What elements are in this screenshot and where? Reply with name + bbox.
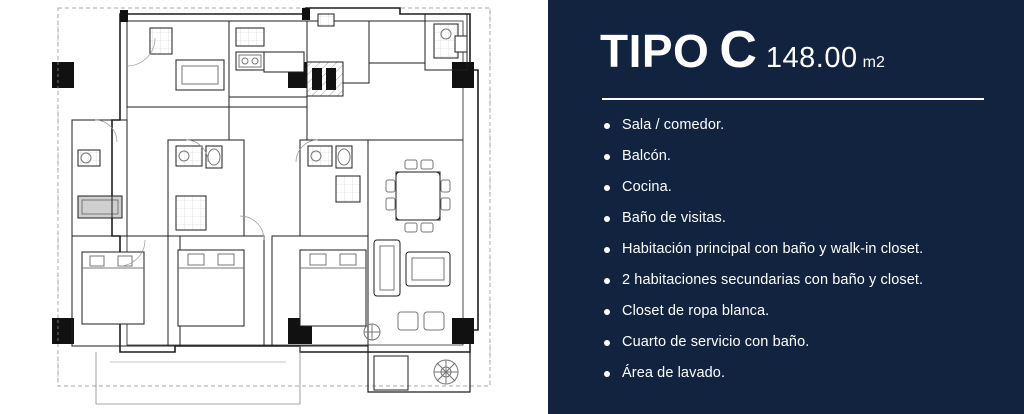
list-item: 2 habitaciones secundarias con baño y closet. bbox=[600, 273, 996, 289]
list-item: Closet de ropa blanca. bbox=[600, 304, 996, 320]
unit-area-value: 148.00 bbox=[765, 42, 858, 74]
list-item: Sala / comedor. bbox=[600, 118, 996, 134]
list-item: Habitación principal con baño y walk-in closet. bbox=[600, 242, 996, 258]
list-item: Balcón. bbox=[600, 149, 996, 165]
list-item: Área de lavado. bbox=[600, 366, 996, 382]
feature-list bbox=[600, 118, 996, 381]
unit-area-unit: m2 bbox=[862, 54, 885, 71]
list-item: Cocina. bbox=[600, 180, 996, 196]
list-item: Baño de visitas. bbox=[600, 211, 996, 227]
title-divider bbox=[602, 98, 984, 100]
unit-info-panel bbox=[548, 0, 1024, 414]
list-item: Cuarto de servicio con baño. bbox=[600, 335, 996, 351]
unit-type-letter: C bbox=[719, 21, 757, 79]
unit-title bbox=[600, 21, 996, 79]
unit-type-label: TIPO bbox=[600, 25, 710, 77]
